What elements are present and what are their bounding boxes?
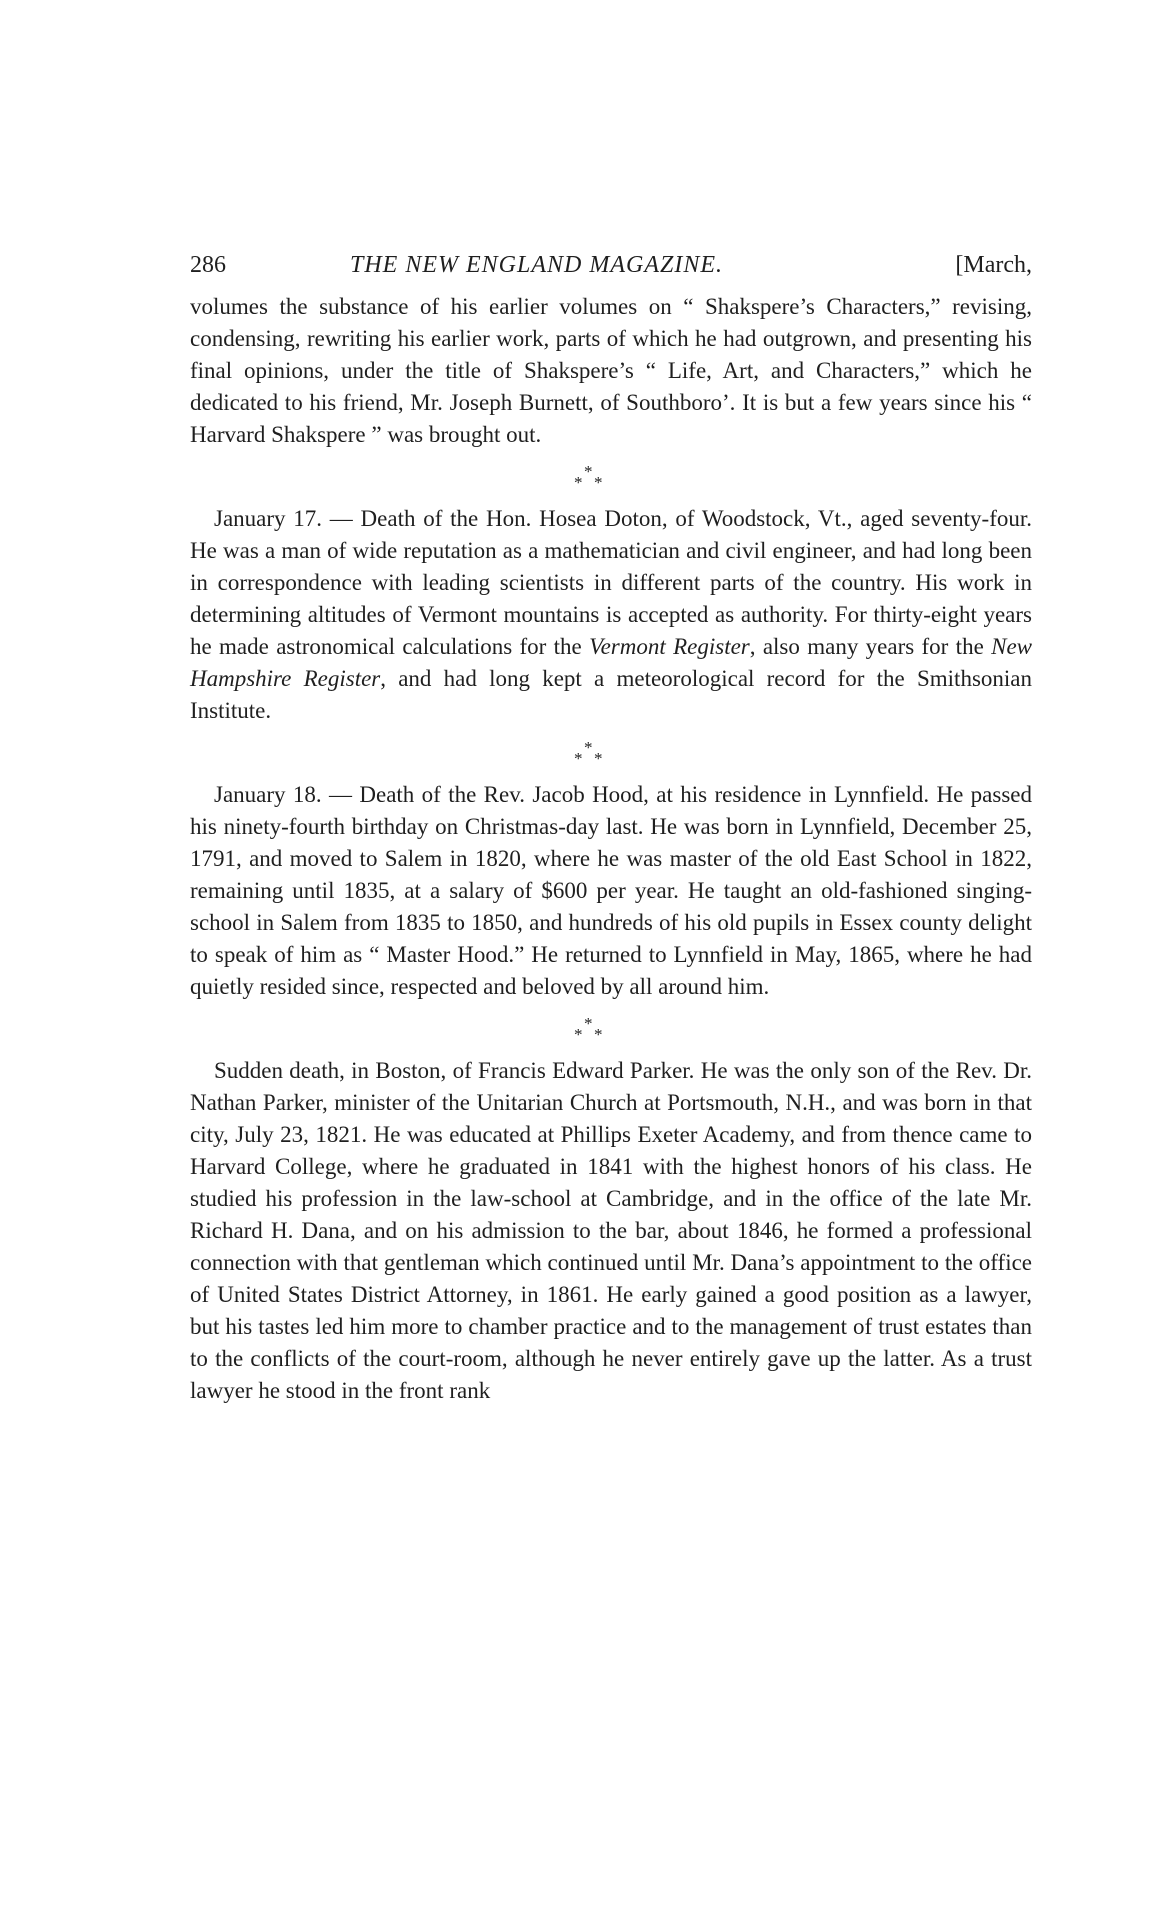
asterism-star: *: [574, 1025, 583, 1044]
section-divider: [190, 731, 1032, 775]
asterism-star: *: [594, 473, 603, 492]
asterism-star: *: [584, 1014, 593, 1033]
text-run: , also many years for the: [749, 634, 992, 659]
page-number: 286: [190, 252, 226, 278]
text-run: January 17. — Death of the Hon. Hosea Doton, of Woodstock, Vt., aged seventy-four. He was a man of wide reputation as a mathematician and civil engineer, and had long been in correspondence with leading scientists in different parts of the country. His work in determining altitudes of Vermont mountains is accepted as authority. For thirty-eight years he made astronomical calculations for the: [190, 506, 1032, 659]
section-divider: [190, 455, 1032, 499]
issue-month: [March,: [955, 252, 1032, 278]
asterism-star: *: [574, 473, 583, 492]
paragraph-doton: [190, 503, 1032, 727]
asterism-star: *: [574, 749, 583, 768]
paragraph-shakspere: volumes the substance of his earlier volumes on “ Shakspere’s Characters,” revising, condensing, rewriting his earlier work, parts of which he had outgrown, and presenting his final opinions, under the title of Shakspere’s “ Life, Art, and Characters,” which he dedicated to his friend, Mr. Joseph Burnett, of Southboro’. It is but a few years since his “ Harvard Shakspere ” was brought out.: [190, 294, 1032, 447]
italic-title-vermont-register: Vermont Register: [589, 634, 750, 659]
magazine-page: [190, 245, 1032, 1407]
asterism-star: *: [594, 1025, 603, 1044]
asterism-star: *: [584, 462, 593, 481]
paragraph-hood: January 18. — Death of the Rev. Jacob Hood, at his residence in Lynnfield. He passed his ninety-fourth birthday on Christmas-day last. He was born in Lynnfield, December 25, 1791, and moved to Salem in 1820, where he was master of the old East School in 1822, remaining until 1835, at a salary of $600 per year. He taught an old-fashioned singing-school in Salem from 1835 to 1850, and hundreds of his old pupils in Essex county delight to speak of him as “ Master Hood.” He returned to Lynnfield in May, 1865, where he had quietly resided since, respected and beloved by all around him.: [190, 782, 1032, 999]
text-run: , and had long kept a meteorological record for the Smithsonian Institute.: [190, 666, 1032, 723]
section-divider: [190, 1007, 1032, 1051]
asterism-star: *: [584, 738, 593, 757]
asterism-star: *: [594, 749, 603, 768]
running-head: [190, 245, 1032, 285]
paragraph-parker: Sudden death, in Boston, of Francis Edward Parker. He was the only son of the Rev. Dr. Nathan Parker, minister of the Unitarian Church at Portsmouth, N.H., and was born in that city, July 23, 1821. He was educated at Phillips Exeter Academy, and from thence came to Harvard College, where he graduated in 1841 with the highest honors of his class. He studied his profession in the law-school at Cambridge, and in the office of the late Mr. Richard H. Dana, and on his admission to the bar, about 1846, he formed a professional connection with that gentleman which continued until Mr. Dana’s appointment to the office of United States District Attorney, in 1861. He early gained a good position as a lawyer, but his tastes led him more to chamber practice and to the management of trust estates than to the conflicts of the court-room, although he never entirely gave up the latter. As a trust lawyer he stood in the front rank: [190, 1058, 1032, 1403]
italic-title-new-hampshire-register: New Hampshire Register: [190, 634, 1033, 691]
journal-title: THE NEW ENGLAND MAGAZINE.: [350, 252, 723, 278]
article-body: [190, 291, 1032, 1407]
